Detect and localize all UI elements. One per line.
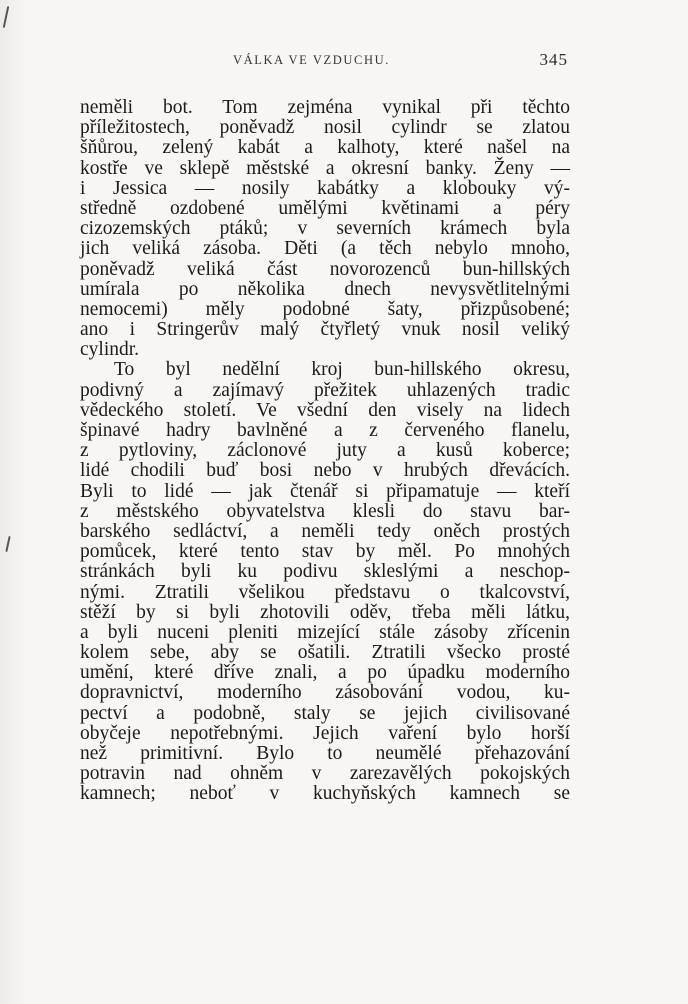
text-line: jich veliká zásoba. Děti (a těch nebylo mnoho, [80, 238, 570, 260]
page-number: 345 [539, 50, 568, 69]
text-line: kostře ve sklepě městské a okresní banky. Ženy — [80, 157, 570, 179]
text-line: pomůcek, které tento stav by měl. Po mnohých [80, 541, 570, 563]
page-edge-mark [3, 6, 10, 28]
text-line: stěží by si byli zhotovili oděv, třeba měli látku, [80, 601, 570, 623]
text-line: umírala po několika dnech nevysvětlitelnými [80, 278, 570, 300]
text-line: lidé chodili buď bosi nebo v hrubých dřevácích. [80, 460, 570, 482]
text-line: poněvadž veliká část novorozenců bun-hillských [80, 258, 570, 280]
text-line: umění, které dříve znali, a po úpadku moderního [80, 662, 570, 684]
text-line: To byl nedělní kroj bun-hillského okresu, [114, 359, 570, 381]
text-line: nemocemi) měly podobné šaty, přizpůsobené; [80, 298, 570, 320]
text-line: nými. Ztratili všelikou představu o tkalcovství, [80, 581, 570, 603]
text-line: a byli nuceni pleniti mizející stále zásoby zřícenin [80, 621, 570, 643]
text-line: i Jessica — nosily kabátky a klobouky vý- [80, 177, 570, 199]
text-line: dopravnictví, moderního zásobování vodou, ku- [80, 682, 570, 704]
text-line: šňůrou, zelený kabát a kalhoty, které našel na [80, 137, 570, 159]
text-line: kolem sebe, aby se ošatili. Ztratili všecko prosté [80, 642, 570, 664]
page-edge-mark [5, 536, 10, 552]
text-line: špinavé hadry bavlněné a z červeného flanelu, [80, 420, 570, 441]
text-line: neměli bot. Tom zejména vynikal při těchto [80, 97, 570, 118]
text-line: stránkách byli ku podivu skleslými a neschop- [80, 561, 570, 583]
text-line: potravin nad ohněm v zarezavělých pokojských [80, 763, 570, 785]
text-line: příležitostech, poněvadž nosil cylindr se zlatou [80, 117, 570, 139]
text-line: z městského obyvatelstva klesli do stavu bar- [80, 500, 570, 522]
text-line: než primitivní. Bylo to neumělé přehazování [80, 743, 570, 764]
text-line: cylindr. [80, 339, 140, 361]
body-text [80, 98, 570, 805]
text-line: ano i Stringerův malý čtyřletý vnuk nosil veliký [80, 319, 570, 341]
text-line: kamnech; neboť v kuchyňských kamnech se [80, 783, 570, 805]
text-line: z pytloviny, záclonové juty a kusů koberce; [80, 440, 570, 462]
text-line: vědeckého století. Ve všední den visely na lidech [80, 399, 570, 421]
text-line: pectví a podobně, staly se jejich civilisované [80, 702, 570, 724]
text-line: cizozemských ptáků; v severních krámech byla [80, 218, 570, 240]
text-line: barského sedláctví, a neměli tedy oněch prostých [80, 520, 570, 542]
text-line: středně ozdobené umělými květinami a péry [80, 197, 570, 219]
text-line: obyčeje nepotřebnými. Jejich vaření bylo horší [80, 722, 570, 744]
running-title: VÁLKA VE VZDUCHU. [233, 53, 390, 67]
text-line: podivný a zajímavý přežitek uhlazených tradic [80, 379, 570, 401]
text-line: Byli to lidé — jak čtenář si připamatuje — kteří [80, 480, 570, 502]
running-head [80, 49, 570, 71]
